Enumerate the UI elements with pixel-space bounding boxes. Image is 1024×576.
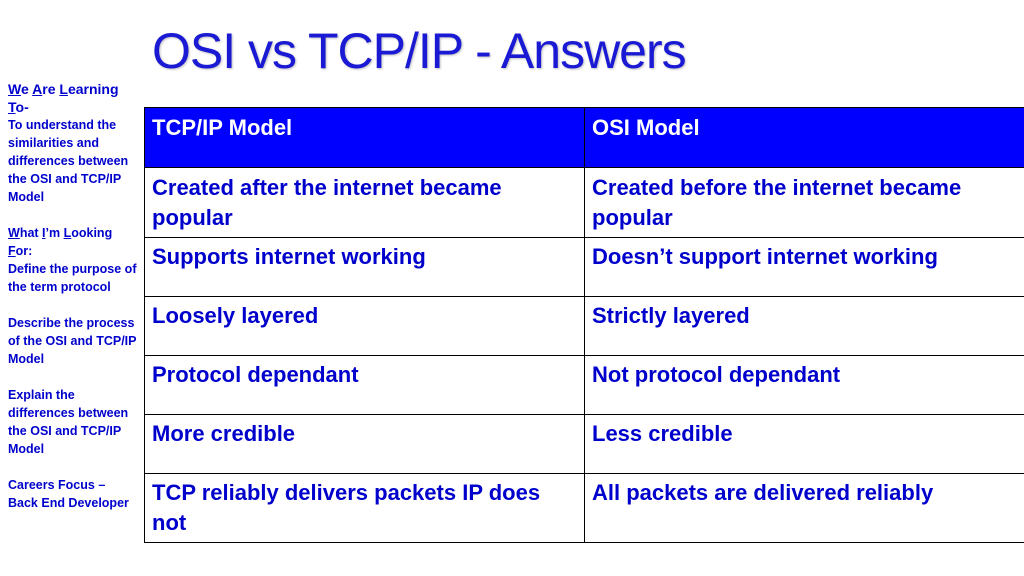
table-cell-tcpip: Supports internet working: [145, 238, 585, 297]
wilf-heading-i: I: [42, 226, 46, 240]
wal-heading-e: e: [20, 81, 33, 97]
wal-heading-earning: earning: [67, 81, 119, 97]
wilf-item: Describe the process of the OSI and TCP/IP Model: [8, 316, 137, 366]
wal-heading-l: L: [59, 81, 68, 97]
wilf-item: Define the purpose of the term protocol: [8, 262, 137, 294]
wilf-item: Explain the differences between the OSI and TCP/IP Model: [8, 388, 129, 456]
table-row: [145, 474, 1024, 543]
learning-objectives-sidebar: [8, 80, 138, 530]
comparison-table: [144, 107, 1024, 543]
wal-heading-t: T: [8, 99, 16, 115]
wilf-heading-ooking: ooking: [71, 226, 113, 240]
wilf-heading-or: or:: [15, 244, 33, 258]
table-cell-osi: Created before the internet became popular: [585, 168, 1024, 238]
table-cell-tcpip: Protocol dependant: [145, 356, 585, 415]
table-cell-osi: Less credible: [585, 415, 1024, 474]
wal-heading: [8, 80, 138, 116]
wal-text: To understand the similarities and differences between the OSI and TCP/IP Model: [8, 118, 129, 204]
wal-heading-re: re: [42, 81, 60, 97]
header-tcpip: TCP/IP Model: [145, 108, 585, 168]
table-cell-tcpip: Created after the internet became popular: [145, 168, 585, 238]
table-cell-osi: Strictly layered: [585, 297, 1024, 356]
table-header-row: [145, 108, 1024, 168]
wal-heading-a: A: [32, 81, 43, 97]
table-row: [145, 415, 1024, 474]
wilf-heading-f: F: [8, 244, 16, 258]
wilf-heading-m: ’m: [45, 226, 64, 240]
careers-focus: Careers Focus – Back End Developer: [8, 478, 129, 510]
table-cell-osi: All packets are delivered reliably: [585, 474, 1024, 543]
table-row: [145, 238, 1024, 297]
table-row: [145, 356, 1024, 415]
table-cell-tcpip: More credible: [145, 415, 585, 474]
table-row: [145, 168, 1024, 238]
slide-title: OSI vs TCP/IP - Answers: [152, 23, 686, 79]
wilf-heading-l: L: [63, 226, 72, 240]
table-cell-tcpip: TCP reliably delivers packets IP does not: [145, 474, 585, 543]
table-cell-tcpip: Loosely layered: [145, 297, 585, 356]
table-row: [145, 297, 1024, 356]
wal-heading-o: o-: [15, 99, 29, 115]
table-cell-osi: Doesn’t support internet working: [585, 238, 1024, 297]
wilf-heading-hat: hat: [19, 226, 43, 240]
wilf-heading-w: W: [8, 226, 20, 240]
table-cell-osi: Not protocol dependant: [585, 356, 1024, 415]
wal-heading-w: W: [8, 81, 21, 97]
wilf-heading: [8, 224, 138, 260]
header-osi: OSI Model: [585, 108, 1024, 168]
